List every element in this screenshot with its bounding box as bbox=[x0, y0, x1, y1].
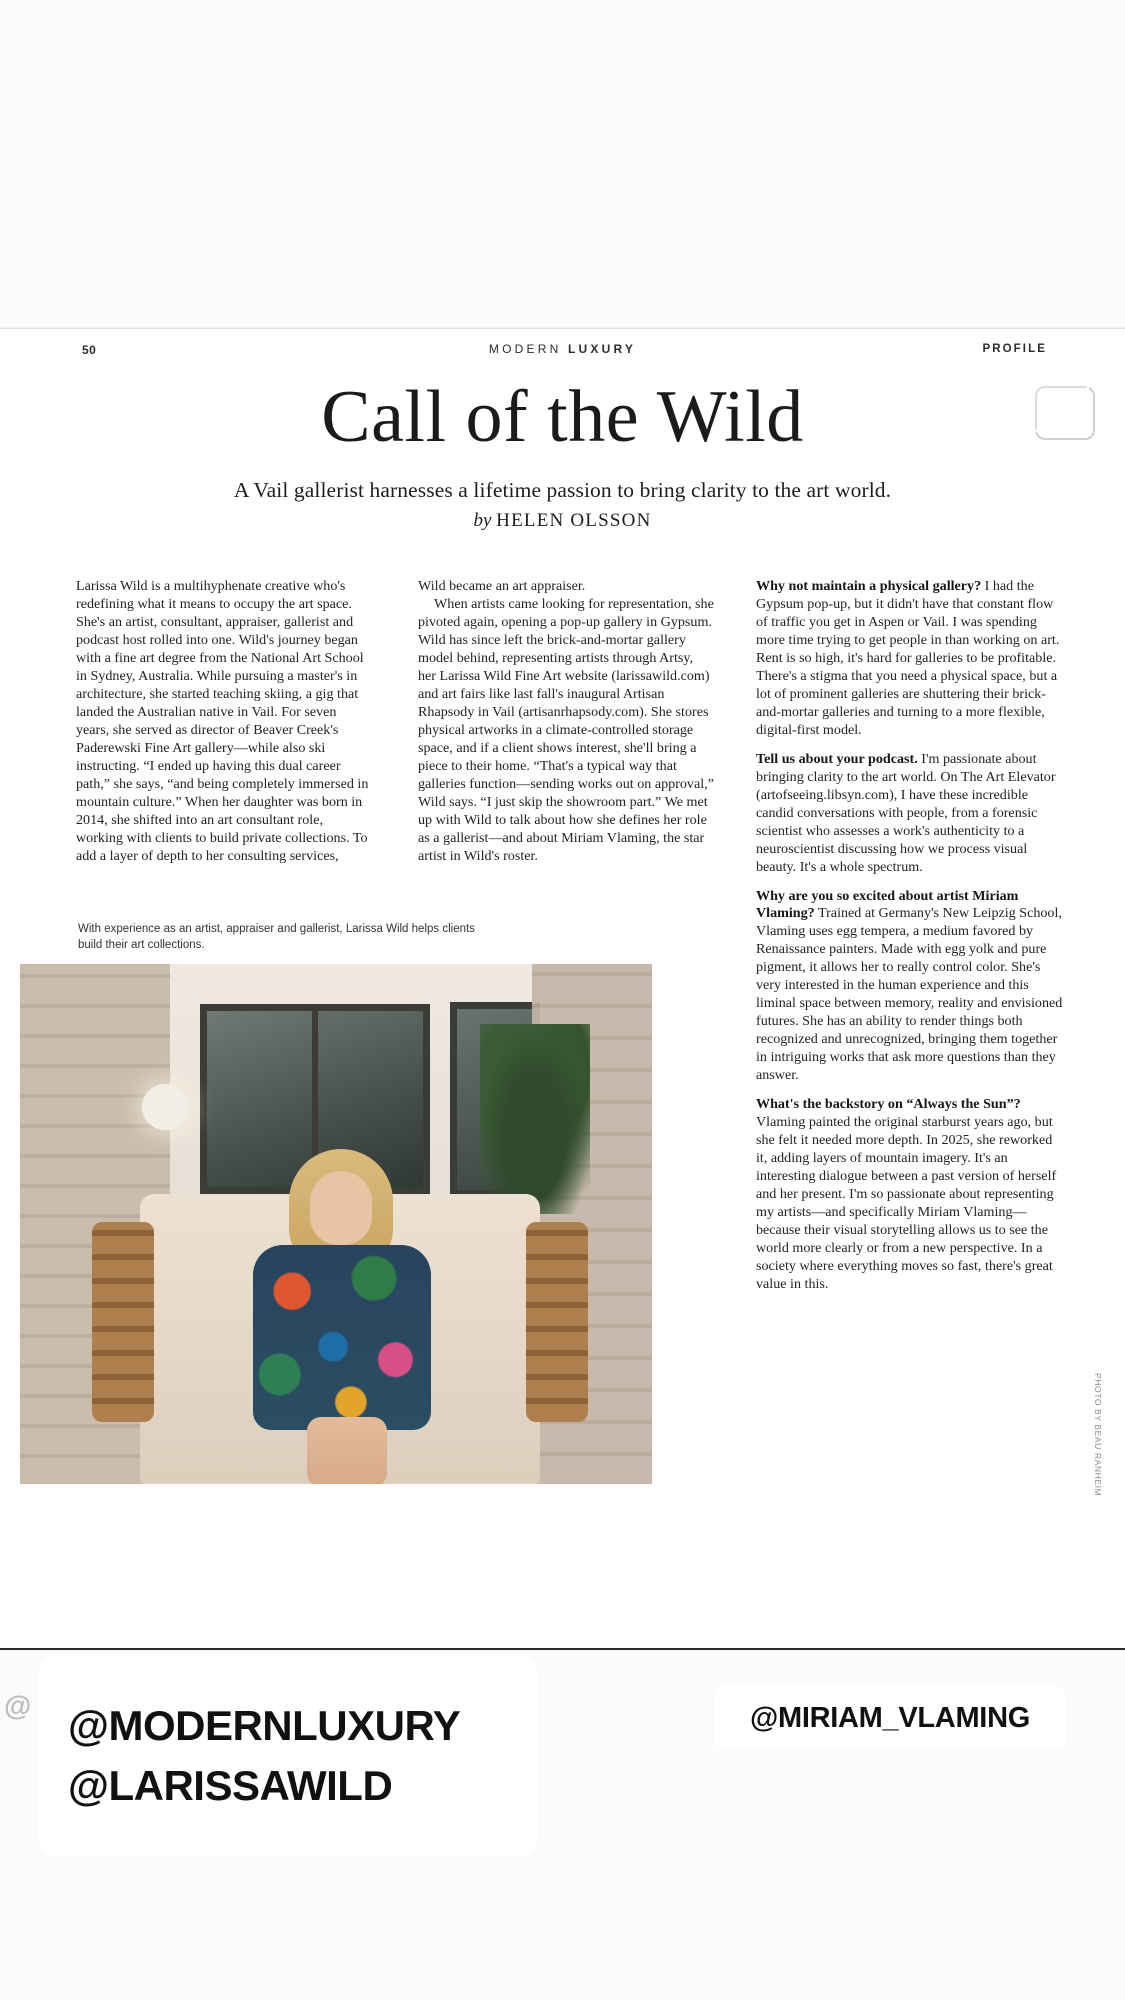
qa-item bbox=[756, 751, 1066, 877]
photo-caption: With experience as an artist, appraiser and gallerist, Larissa Wild helps clients build their art collections. bbox=[78, 923, 475, 951]
qa-item bbox=[756, 1096, 1066, 1294]
masthead bbox=[489, 342, 636, 356]
mention-larissawild: @LARISSAWILD bbox=[68, 1762, 393, 1809]
mention-sticker-secondary[interactable] bbox=[714, 1686, 1066, 1750]
qa-question: Why not maintain a physical gallery? bbox=[756, 578, 982, 594]
mention-line-1 bbox=[68, 1696, 460, 1756]
qa-answer: I'm passionate about bringing clarity to the art world. On The Art Elevator (artofseeing.libsyn.com), I have these incredible candid conversations with people, from a forensic scientist who assesses a work's authenticity to a neuroscientist discussing how we process visual beauty. It's a whole spectrum. bbox=[756, 750, 1056, 875]
paragraph: When artists came looking for representation, she pivoted again, opening a pop-up gallery in Gypsum. Wild has since left the brick-and-mortar gallery model behind, representing artists through Artsy, her Larissa Wild Fine Art website (larissawild.com) and art fairs like last fall's inaugural Artisan Rhapsody in Vail (artisanrhapsody.com). She stores physical artworks in a climate-controlled storage space, and if a client shows interest, she'll bring a piece to their home. “That's a typical way that galleries function—sending works out on approval,” Wild says. “I just skip the showroom part.” We met up with Wild to talk about how she defines her role as a gallerist—and about Miriam Vlaming, the star artist in Wild's roster. bbox=[418, 595, 714, 864]
body-column-2 bbox=[418, 578, 714, 866]
qa-answer: Trained at Germany's New Leipzig School, Vlaming uses egg tempera, a medium favored by Renaissance painters. Made with egg yolk and pure pigment, it allows her to really control color. She's very interested in the human experience and this liminal space between memory, reality and envisioned futures. She has an ability to render things both recognized and unrecognized, bringing them together in intriguing works that ask more questions than they answer. bbox=[756, 905, 1063, 1084]
page-title: Call of the Wild bbox=[321, 376, 804, 458]
qa-question: Tell us about your podcast. bbox=[756, 750, 918, 767]
chat-bubble-front bbox=[1029, 378, 1089, 432]
photo-subject-face bbox=[310, 1171, 372, 1245]
magazine-page bbox=[0, 328, 1125, 1650]
byline-by: by bbox=[473, 510, 497, 531]
photo-credit: PHOTO BY BEAU RANHEIM bbox=[1093, 1373, 1103, 1497]
qa-question: Why are you so excited about artist Miriam Vlaming? bbox=[756, 887, 1019, 922]
partial-mention-icon: @ bbox=[4, 1690, 32, 1721]
mention-sticker-primary[interactable] bbox=[38, 1656, 538, 1856]
mention-line-2 bbox=[68, 1756, 392, 1816]
byline-author: HELEN OLSSON bbox=[496, 510, 652, 531]
qa-item bbox=[756, 578, 1066, 740]
paragraph: Larissa Wild is a multihyphenate creative who's redefining what it means to occupy the art space. She's an artist, consultant, appraiser, gallerist and podcast host rolled into one. Wild's journey began with a fine art degree from the National Art School in Sydney, Australia. While pursuing a master's in architecture, she started teaching skiing, a gig that landed the Australian native in Vail. For seven years, she served as director of Beaver Creek's Paderewski Fine Art gallery—while also ski instructing. “I ended up having this dual career path,” she says, “and being completely immersed in mountain culture.” When her daughter was born in 2014, she shifted into an art consultant role, working with clients to build private collections. To add a layer of depth to her consulting services, bbox=[76, 578, 369, 864]
photo-scene bbox=[20, 964, 652, 1484]
section-label: PROFILE bbox=[982, 343, 1047, 355]
photo-subject-legs bbox=[307, 1417, 387, 1484]
photo-subject-dress bbox=[253, 1245, 431, 1430]
qa-answer: I had the Gypsum pop-up, but it didn't have that constant flow of traffic you get in Aspen or Vail. I was spending more time trying to get people in than working on art. Rent is so high, it's hard for galleries to be profitable. There's a stigma that you need a physical space, but a lot of prominent galleries are shuttering their brick-and-mortar galleries and turning to a more flexible, digital-first model. bbox=[756, 578, 1060, 738]
article-photo bbox=[20, 964, 652, 1484]
mention-modernluxury: @MODERNLUXURY bbox=[68, 1702, 461, 1750]
photo-subject bbox=[215, 1149, 465, 1484]
masthead-prefix: MODERN bbox=[488, 342, 568, 356]
body-column-3 bbox=[756, 578, 1066, 1305]
top-background bbox=[0, 0, 1125, 328]
qa-question: What's the backstory on “Always the Sun”? bbox=[756, 1096, 1021, 1113]
chat-bubble-icon[interactable] bbox=[1029, 378, 1093, 436]
article-deck: A Vail gallerist harnesses a lifetime passion to bring clarity to the art world. bbox=[233, 478, 892, 502]
page-bottom-rule bbox=[0, 1648, 1125, 1650]
mention-miriamvlaming: @MIRIAM_VLAMING bbox=[750, 1701, 1030, 1734]
byline bbox=[0, 510, 1125, 532]
photo-plant bbox=[480, 1024, 590, 1214]
running-head bbox=[72, 342, 1053, 362]
qa-item bbox=[756, 888, 1066, 1086]
paragraph: Wild became an art appraiser. bbox=[418, 578, 586, 594]
qa-answer: Vlaming painted the original starburst years ago, but she felt it needed more depth. In 2025, she reworked it, adding layers of mountain imagery. It's an interesting dialogue between a past version of herself and her present. I'm so passionate about representing my artists—and specifically Miriam Vlaming—because their visual storytelling allows us to see the world more clearly or from a new perspective. In a society where everything moves so fast, there's great value in this. bbox=[756, 1114, 1057, 1292]
photo-lamp bbox=[142, 1084, 188, 1130]
body-column-1 bbox=[76, 578, 372, 866]
page-top-rule bbox=[0, 328, 1125, 329]
masthead-bold: LUXURY bbox=[567, 342, 637, 356]
page-number: 50 bbox=[82, 343, 97, 357]
